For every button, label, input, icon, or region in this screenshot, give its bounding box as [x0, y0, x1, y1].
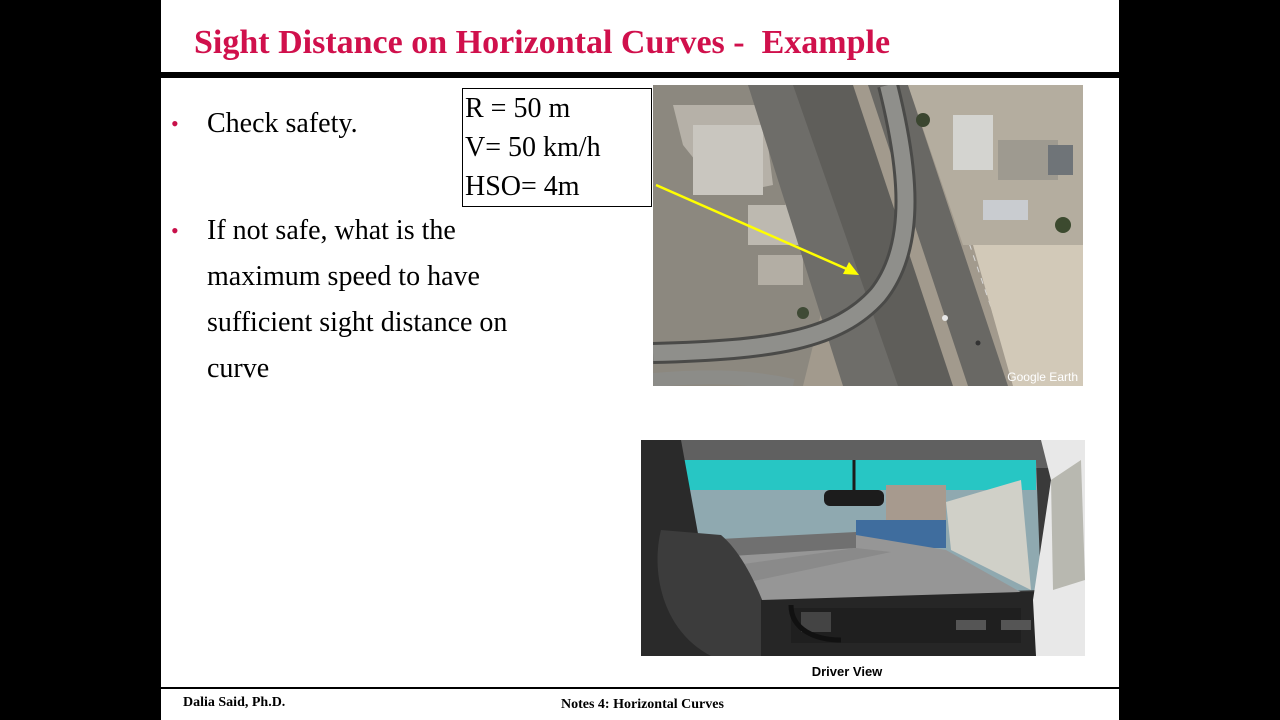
hso-value: HSO= 4m — [465, 171, 580, 202]
bullet-line: curve — [207, 353, 270, 384]
bullet-line: maximum speed to have — [207, 261, 480, 292]
bullet-line: If not safe, what is the — [207, 215, 456, 246]
radius-value: R = 50 m — [465, 93, 571, 124]
slide — [161, 0, 1119, 720]
bullet-text: Check safety. — [207, 108, 358, 139]
footer-divider — [161, 687, 1119, 689]
curve-parameters-box — [462, 88, 652, 207]
bullet-line: sufficient sight distance on — [207, 307, 508, 338]
driver-view-photo — [641, 440, 1085, 656]
speed-value: V= 50 km/h — [465, 132, 601, 163]
driver-view-caption: Driver View — [811, 664, 883, 679]
footer-notes-title: Notes 4: Horizontal Curves — [561, 697, 724, 712]
bullet-text — [207, 208, 507, 392]
bullet-icon: • — [171, 218, 179, 243]
slide-title: Sight Distance on Horizontal Curves - Example — [194, 24, 891, 61]
title-underline — [161, 72, 1119, 78]
aerial-map-image — [653, 85, 1083, 386]
bullet-icon: • — [171, 111, 179, 136]
footer-author: Dalia Said, Ph.D. — [183, 695, 286, 710]
map-watermark: Google Earth — [1007, 370, 1078, 384]
